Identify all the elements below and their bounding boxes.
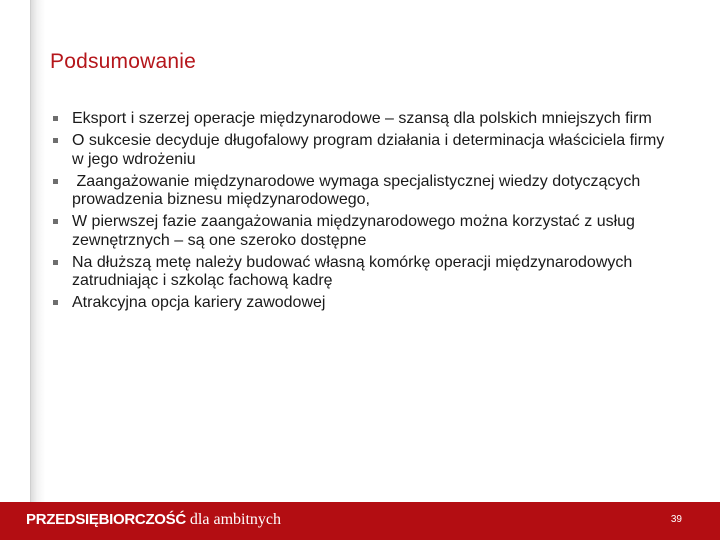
bullet-text: O sukcesie decyduje długofalowy program działania i determinacja właściciela firmy w jego wdrożeniu [72,132,665,168]
bullet-list [50,110,670,316]
bullet-text: Atrakcyjna opcja kariery zawodowej [72,294,326,311]
square-bullet-icon [53,300,58,305]
bullet-item [50,110,670,129]
footer-bar [0,502,720,540]
bullet-item [50,254,670,291]
bullet-text: W pierwszej fazie zaangażowania międzynarodowego można korzystać z usług zewnętrznych – są one szeroko dostępne [72,213,635,249]
square-bullet-icon [53,219,58,224]
square-bullet-icon [53,179,58,184]
page-number: 39 [670,514,682,525]
bullet-text: Na dłuższą metę należy budować własną komórkę operacji międzynarodowych zatrudniając i szkoląc fachową kadrę [72,253,633,289]
brand-name: PRZEDSIĘBIORCZOŚĆ [26,511,186,528]
brand-tagline: dla ambitnych [189,511,282,528]
footer-brand-logo [26,511,281,529]
square-bullet-icon [53,116,58,121]
bullet-text: Zaangażowanie międzynarodowe wymaga specjalistycznej wiedzy dotyczących prowadzenia biznesu międzynarodowego, [72,172,645,208]
bullet-item [50,173,670,210]
bullet-item [50,294,670,313]
bullet-item [50,213,670,250]
square-bullet-icon [53,260,58,265]
bullet-text: Eksport i szerzej operacje międzynarodowe – szansą dla polskich mniejszych firm [72,110,652,127]
bullet-item [50,132,670,169]
square-bullet-icon [53,138,58,143]
slide-title: Podsumowanie [50,50,196,73]
